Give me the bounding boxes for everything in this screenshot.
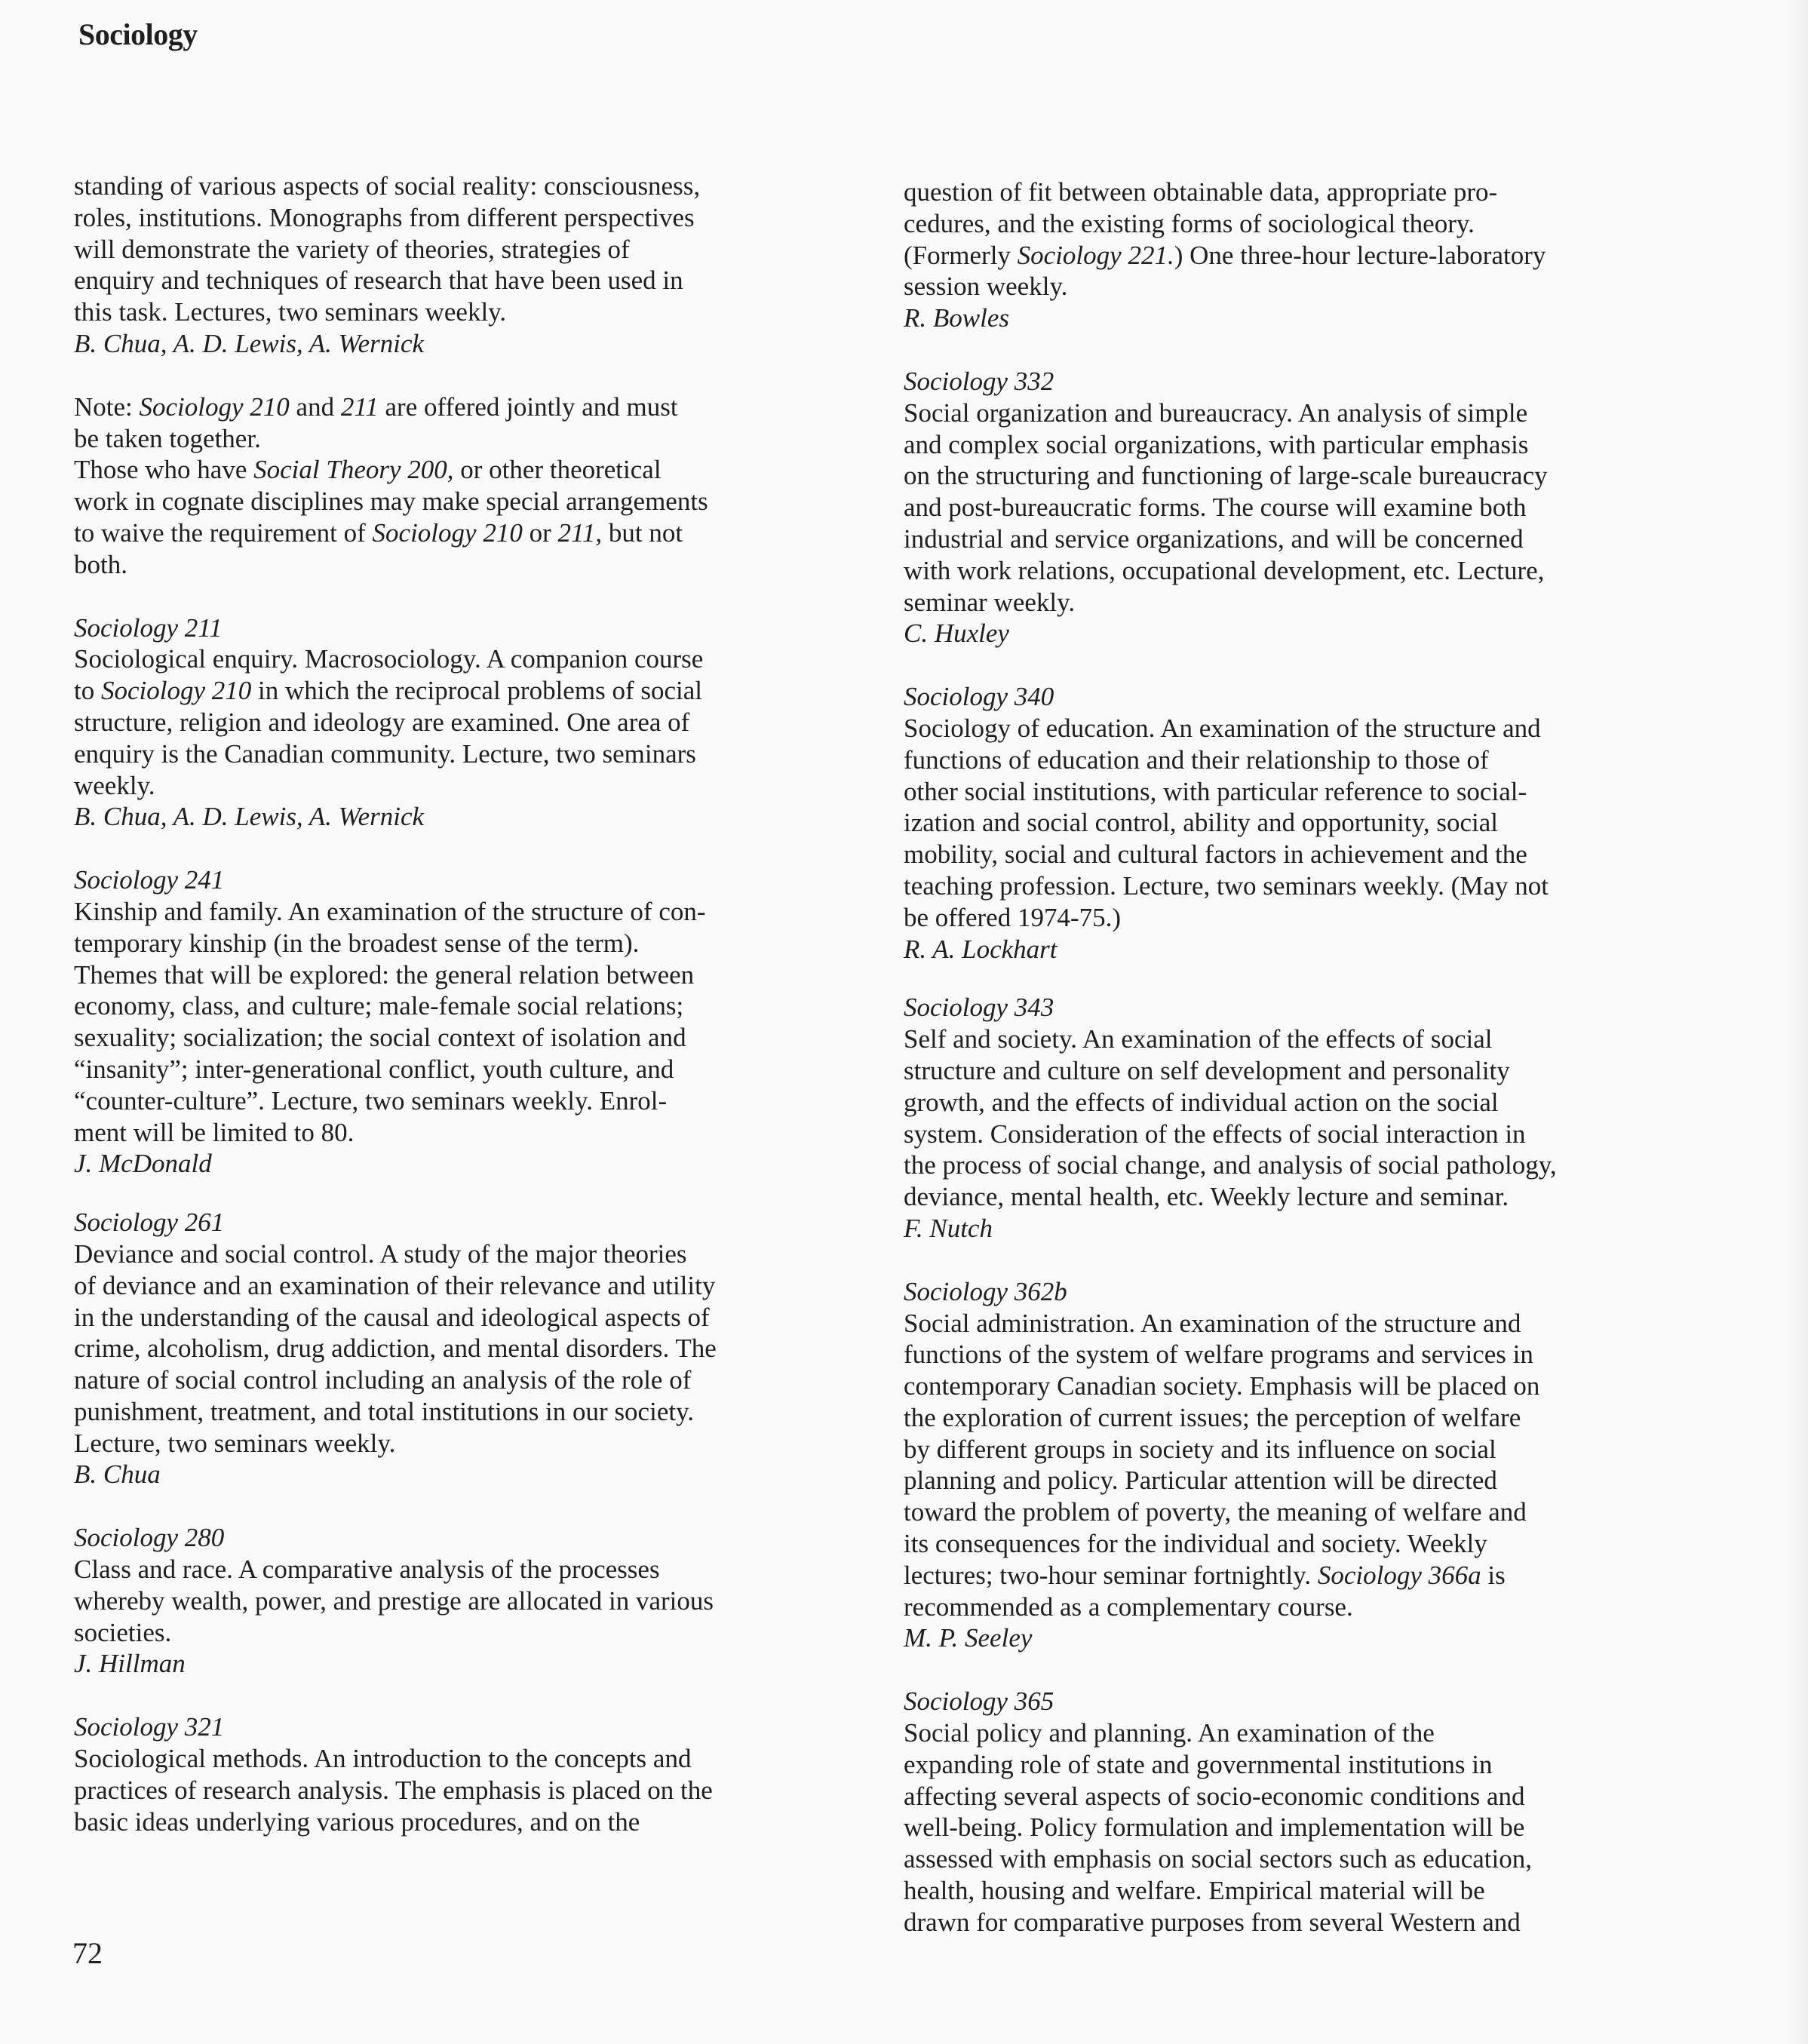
text-line: and post-bureaucratic forms. The course will examine both	[904, 493, 1527, 523]
course-title: Sociology 362b	[904, 1276, 1067, 1306]
course-sociology-280	[74, 1522, 837, 1680]
text-line: Sociology of education. An examination of the structure and	[904, 713, 1541, 743]
intro-continuation	[74, 170, 837, 360]
text-line: Themes that will be explored: the general relation between	[74, 959, 695, 990]
course-ref: Sociology 210	[372, 517, 523, 548]
text-line	[74, 675, 837, 707]
text-line: functions of the system of welfare programs and services in	[904, 1340, 1533, 1370]
text-line: mobility, social and cultural factors in achievement and the	[904, 839, 1527, 870]
text-run: to waive the requirement of	[74, 517, 373, 548]
text-run: Those who have	[74, 455, 254, 485]
text-line: in the understanding of the causal and ideological aspects of	[74, 1302, 710, 1332]
text-line	[904, 1560, 1688, 1591]
text-line	[74, 454, 837, 486]
text-line: Social organization and bureaucracy. An analysis of simple	[904, 397, 1528, 428]
text-run: is	[1481, 1560, 1506, 1590]
text-line: toward the problem of poverty, the meaning of welfare and	[904, 1497, 1527, 1527]
text-line: ment will be limited to 80.	[74, 1117, 355, 1147]
text-line: Social policy and planning. An examination of the	[904, 1718, 1435, 1748]
text-line: expanding role of state and governmental institutions in	[904, 1749, 1493, 1779]
text-run: but not	[602, 517, 683, 548]
course-sociology-321	[74, 1711, 837, 1837]
course-sociology-365	[904, 1686, 1688, 1938]
instructors: B. Chua, A. D. Lewis, A. Wernick	[74, 802, 425, 832]
course-title: Sociology 321	[74, 1712, 225, 1742]
text-line: with work relations, occupational development, etc. Lecture,	[904, 555, 1545, 585]
text-line: health, housing and welfare. Empirical material will be	[904, 1876, 1485, 1906]
text-line: Social administration. An examination of the structure and	[904, 1308, 1521, 1338]
text-line: standing of various aspects of social reality: consciousness,	[74, 171, 701, 201]
text-run: or other theoretical	[453, 455, 662, 485]
text-line: be taken together.	[74, 423, 261, 453]
text-line: its consequences for the individual and society. Weekly	[904, 1529, 1487, 1559]
text-line: Self and society. An examination of the effects of social	[904, 1024, 1493, 1054]
course-title: Sociology 280	[74, 1523, 225, 1553]
text-run: (Formerly	[904, 240, 1018, 270]
course-sociology-321-continued	[904, 176, 1688, 334]
course-ref: Sociology 221.	[1017, 240, 1174, 270]
text-line: practices of research analysis. The emphasis is placed on the	[74, 1775, 713, 1805]
text-line: growth, and the effects of individual action on the social	[904, 1087, 1499, 1117]
text-line: roles, institutions. Monographs from different perspectives	[74, 202, 695, 232]
note-label: Note:	[74, 391, 133, 422]
text-line: cedures, and the existing forms of sociological theory.	[904, 208, 1475, 238]
text-line: recommended as a complementary course.	[904, 1591, 1353, 1622]
instructors: R. Bowles	[904, 303, 1009, 333]
course-sociology-332	[904, 366, 1688, 649]
text-run: to	[74, 676, 101, 706]
course-title: Sociology 211	[74, 612, 223, 643]
text-line: contemporary Canadian society. Emphasis will be placed on	[904, 1371, 1540, 1401]
instructors: F. Nutch	[904, 1213, 993, 1243]
course-ref: 211,	[557, 517, 603, 548]
text-line: system. Consideration of the effects of social interaction in	[904, 1119, 1526, 1149]
text-line: deviance, mental health, etc. Weekly lecture and seminar.	[904, 1182, 1509, 1212]
course-title: Sociology 241	[74, 865, 225, 895]
course-sociology-343	[904, 992, 1688, 1244]
note-block	[74, 391, 837, 581]
instructors: J. McDonald	[74, 1149, 212, 1179]
text-line: teaching profession. Lecture, two seminars weekly. (May not	[904, 870, 1549, 901]
text-line: the process of social change, and analysis of social pathology,	[904, 1150, 1557, 1180]
text-line: Lecture, two seminars weekly.	[74, 1428, 396, 1458]
text-line: basic ideas underlying various procedures, and on the	[74, 1806, 640, 1837]
text-line: punishment, treatment, and total institutions in our society.	[74, 1396, 695, 1426]
text-run: or	[522, 517, 558, 548]
text-line: other social institutions, with particular reference to social-	[904, 776, 1527, 806]
course-ref: Sociology 210	[139, 391, 290, 422]
course-ref: Sociology 366a	[1317, 1560, 1481, 1590]
text-line: societies.	[74, 1617, 172, 1647]
text-line: work in cognate disciplines may make special arrangements	[74, 486, 708, 517]
text-line: and complex social organizations, with particular emphasis	[904, 429, 1529, 459]
text-line: question of fit between obtainable data, appropriate pro-	[904, 177, 1498, 207]
text-line: Deviance and social control. A study of the major theories	[74, 1238, 687, 1269]
text-line: assessed with emphasis on social sectors such as education,	[904, 1844, 1533, 1874]
text-line: “counter-culture”. Lecture, two seminars weekly. Enrol-	[74, 1085, 668, 1116]
text-line: enquiry is the Canadian community. Lecture, two seminars	[74, 738, 696, 769]
left-column	[74, 170, 837, 1869]
text-line: Class and race. A comparative analysis of the processes	[74, 1554, 660, 1585]
course-sociology-261	[74, 1207, 837, 1490]
text-line: Sociological methods. An introduction to the concepts and	[74, 1744, 692, 1774]
text-line: crime, alcoholism, drug addiction, and mental disorders. The	[74, 1334, 717, 1364]
page-edge-shadow	[1787, 0, 1808, 2044]
text-line: industrial and service organizations, and will be concerned	[904, 523, 1524, 554]
text-line: well-being. Policy formulation and implementation will be	[904, 1812, 1525, 1843]
course-ref: 211	[340, 391, 379, 422]
text-line: structure, religion and ideology are examined. One area of	[74, 707, 690, 737]
text-line	[74, 391, 837, 423]
text-line: temporary kinship (in the broadest sense of the term).	[74, 928, 640, 958]
text-line: will demonstrate the variety of theories, strategies of	[74, 234, 630, 264]
text-line: Sociological enquiry. Macrosociology. A companion course	[74, 644, 704, 674]
text-line: ization and social control, ability and opportunity, social	[904, 808, 1498, 838]
course-ref: Social Theory 200,	[253, 455, 454, 485]
text-run: are offered jointly and must	[378, 391, 678, 422]
text-line	[74, 517, 837, 549]
text-line: weekly.	[74, 770, 155, 800]
text-line: both.	[74, 549, 127, 579]
instructors: J. Hillman	[74, 1649, 186, 1679]
course-ref: Sociology 210	[100, 676, 252, 706]
text-run: ) One three-hour lecture-laboratory	[1174, 240, 1546, 270]
text-line: planning and policy. Particular attention will be directed	[904, 1465, 1497, 1496]
course-sociology-211	[74, 612, 837, 833]
text-line: seminar weekly.	[904, 587, 1076, 617]
course-title: Sociology 343	[904, 993, 1054, 1023]
text-run: in which the reciprocal problems of social	[251, 676, 702, 706]
course-sociology-340	[904, 681, 1688, 965]
text-line: drawn for comparative purposes from several Western and	[904, 1907, 1521, 1937]
text-line	[904, 240, 1688, 272]
text-line: be offered 1974-75.)	[904, 902, 1121, 932]
course-title: Sociology 261	[74, 1208, 225, 1238]
running-header: Sociology	[78, 17, 198, 51]
text-line: enquiry and techniques of research that have been used in	[74, 265, 683, 296]
text-line: Kinship and family. An examination of the structure of con-	[74, 896, 706, 926]
course-sociology-362b	[904, 1276, 1688, 1655]
instructors: B. Chua	[74, 1459, 161, 1490]
text-line: functions of education and their relationship to those of	[904, 744, 1489, 775]
page-number: 72	[72, 1936, 103, 1970]
course-sociology-241	[74, 864, 837, 1180]
text-line: session weekly.	[904, 272, 1068, 302]
instructors: B. Chua, A. D. Lewis, A. Wernick	[74, 328, 425, 358]
text-line: nature of social control including an analysis of the role of	[74, 1365, 692, 1395]
course-title: Sociology 365	[904, 1686, 1054, 1717]
course-title: Sociology 340	[904, 682, 1054, 712]
text-line: on the structuring and functioning of large-scale bureaucracy	[904, 461, 1548, 491]
text-line: this task. Lectures, two seminars weekly.	[74, 297, 507, 327]
text-line: affecting several aspects of socio-economic conditions and	[904, 1781, 1525, 1811]
text-line: economy, class, and culture; male-female social relations;	[74, 991, 684, 1021]
text-line: whereby wealth, power, and prestige are allocated in various	[74, 1585, 714, 1616]
text-run: and	[289, 391, 341, 422]
text-line: by different groups in society and its influence on social	[904, 1434, 1496, 1464]
instructors: M. P. Seeley	[904, 1623, 1033, 1653]
text-line: structure and culture on self development and personality	[904, 1055, 1510, 1085]
instructors: R. A. Lockhart	[904, 934, 1057, 964]
course-title: Sociology 332	[904, 366, 1054, 396]
text-line: of deviance and an examination of their relevance and utility	[74, 1270, 716, 1300]
instructors: C. Huxley	[904, 618, 1009, 649]
text-line: “insanity”; inter-generational conflict, youth culture, and	[74, 1054, 674, 1084]
text-line: sexuality; socialization; the social context of isolation and	[74, 1023, 686, 1053]
text-run: lectures; two-hour seminar fortnightly.	[904, 1560, 1318, 1590]
right-column	[904, 176, 1688, 1970]
text-line: the exploration of current issues; the perception of welfare	[904, 1402, 1521, 1432]
